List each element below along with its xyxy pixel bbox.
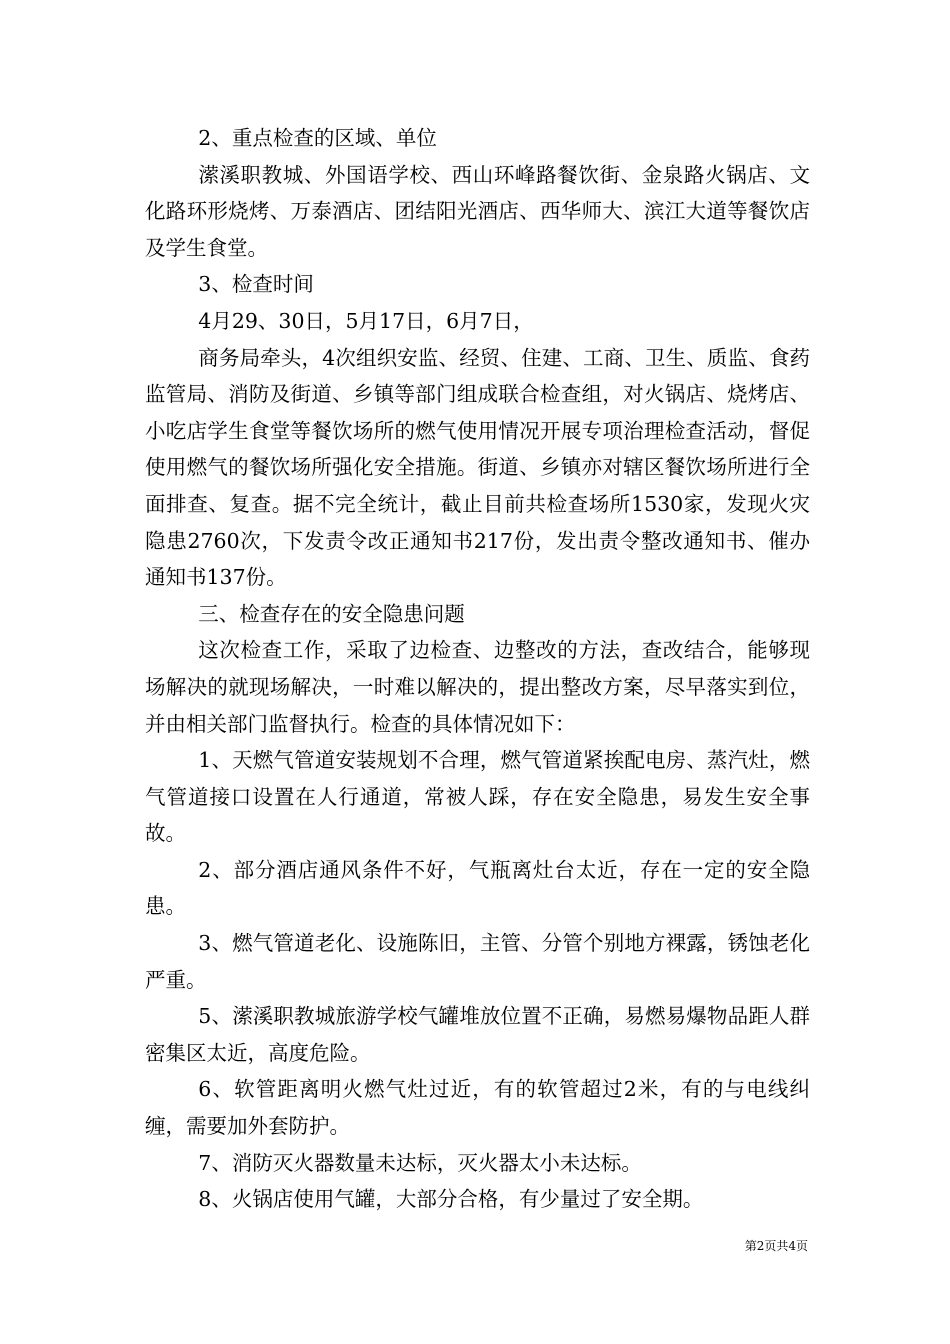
section-heading-key-areas: 2、重点检查的区域、单位 <box>198 126 437 150</box>
list-item-hazard-1: 1、天燃气管道安装规划不合理，燃气管道紧挨配电房、蒸汽灶，燃气管道接口设置在人行通道，常被人踩，存在安全隐患，易发生安全事故。 <box>145 748 810 846</box>
list-item-hazard-8: 8、火锅店使用气罐，大部分合格，有少量过了安全期。 <box>198 1187 704 1212</box>
section-heading-hazards: 三、检查存在的安全隐患问题 <box>198 601 465 626</box>
paragraph-inspection-dates: 4月29、30日，5月17日，6月7日， <box>198 308 534 333</box>
list-item-hazard-7: 7、消防灭火器数量未达标，灭火器太小未达标。 <box>198 1150 642 1175</box>
paragraph-key-areas-list: 潆溪职教城、外国语学校、西山环峰路餐饮街、金泉路火锅店、文化路环形烧烤、万泰酒店、团结阳光酒店、西华师大、滨江大道等餐饮店及学生食堂。 <box>145 162 810 260</box>
list-item-hazard-6: 6、软管距离明火燃气灶过近，有的软管超过2米，有的与电线纠缠，需要加外套防护。 <box>145 1077 810 1139</box>
paragraph-inspection-summary: 商务局牵头，4次组织安监、经贸、住建、工商、卫生、质监、食药监管局、消防及街道、乡镇等部门组成联合检查组，对火锅店、烧烤店、小吃店学生食堂等餐饮场所的燃气使用情况开展专项治理检查活动，督促使用燃气的餐饮场所强化安全措施。街道、乡镇亦对辖区餐饮场所进行全面排查、复查。据不完全统计，截止目前共检查场所1530家，发现火灾隐患2760次，下发责令改正通知书217份，发出责令整改通知书、催办通知书137份。 <box>145 345 810 590</box>
document-body <box>145 120 810 1218</box>
list-item-hazard-5: 5、潆溪职教城旅游学校气罐堆放位置不正确，易燃易爆物品距人群密集区太近，高度危险。 <box>145 1004 810 1065</box>
list-item-hazard-2: 2、部分酒店通风条件不好，气瓶离灶台太近，存在一定的安全隐患。 <box>145 857 810 919</box>
list-item-hazard-3: 3、燃气管道老化、设施陈旧，主管、分管个别地方裸露，锈蚀老化严重。 <box>145 931 810 992</box>
page-number-footer: 第2页共4页 <box>744 1239 808 1253</box>
paragraph-inspection-method: 这次检查工作，采取了边检查、边整改的方法，查改结合，能够现场解决的就现场解决，一时难以解决的，提出整改方案，尽早落实到位，并由相关部门监督执行。检查的具体情况如下： <box>145 638 810 736</box>
section-heading-inspection-time: 3、检查时间 <box>198 272 314 297</box>
